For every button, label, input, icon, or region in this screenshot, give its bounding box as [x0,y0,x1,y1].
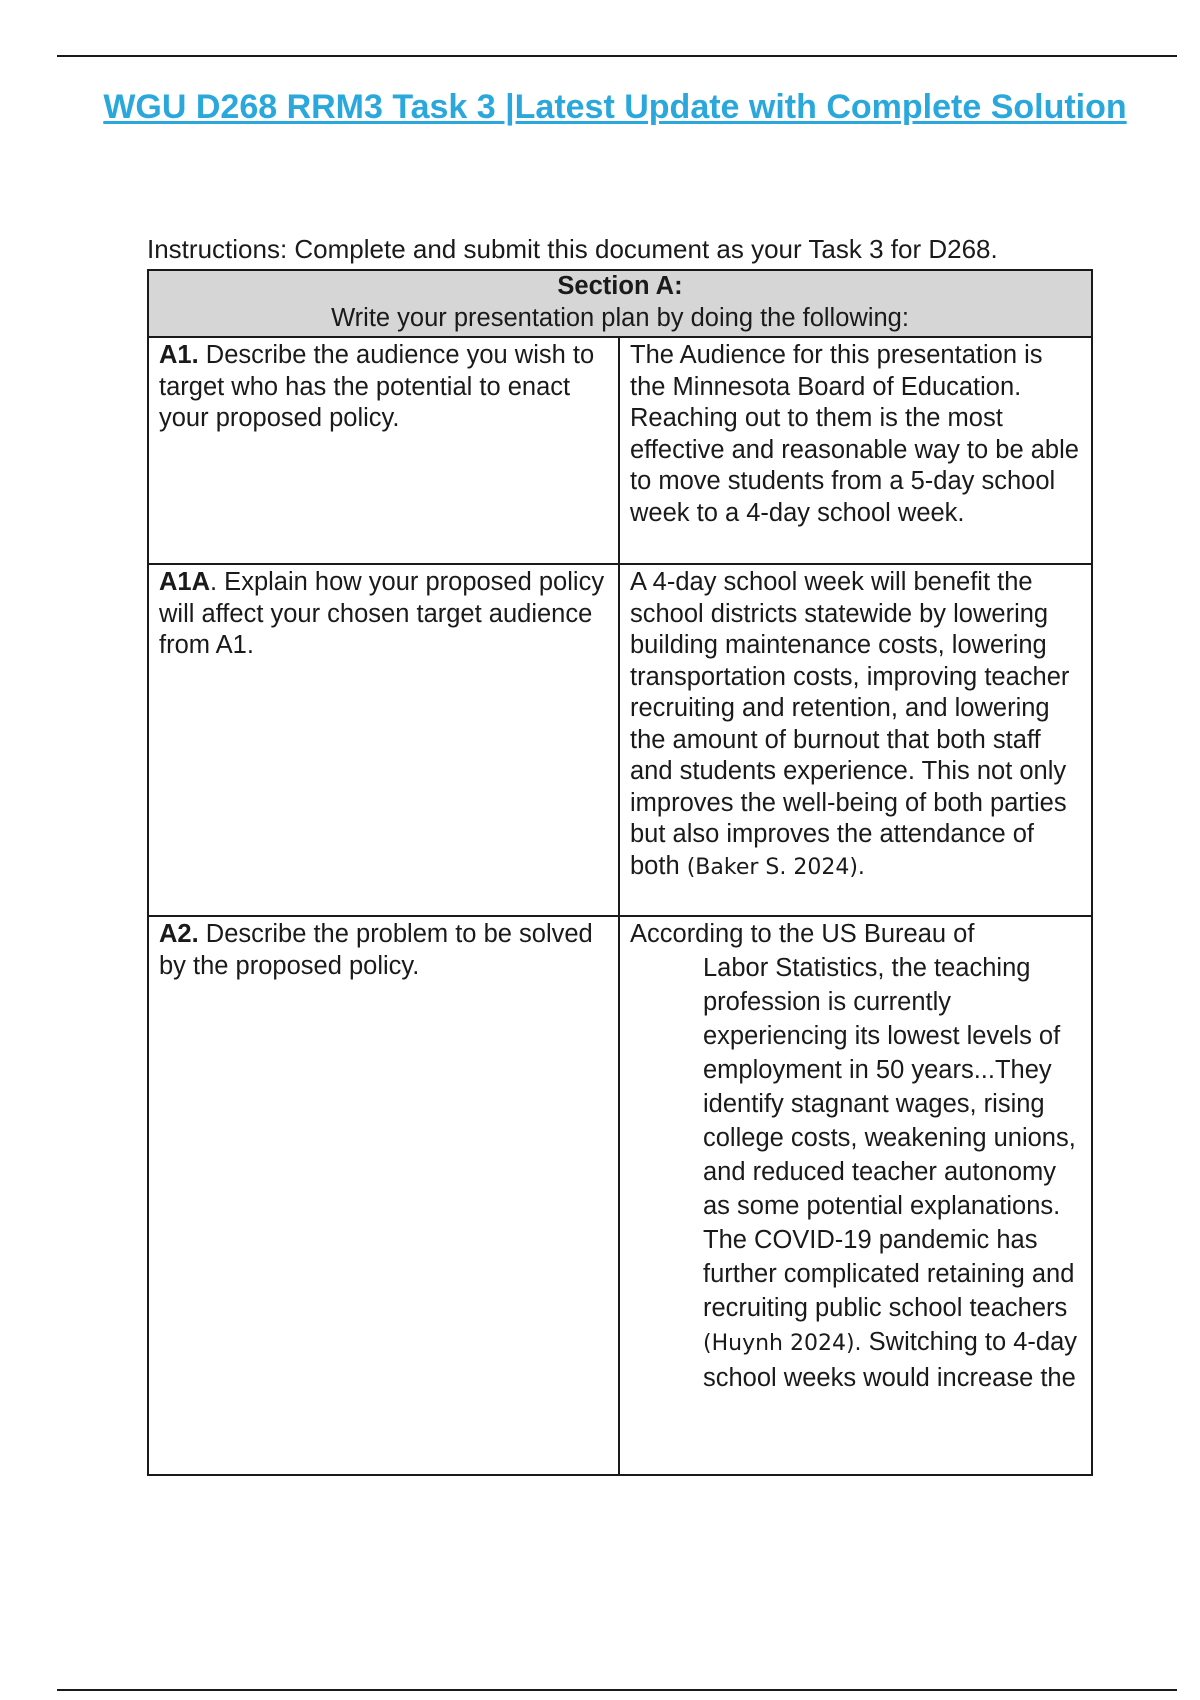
response-cell-a2 [619,916,1092,1475]
response-first-line-a2: According to the US Bureau of [630,920,975,948]
table-row-a1a [148,564,1092,916]
section-subtitle: Write your presentation plan by doing the following: [331,303,909,332]
citation-a1a: (Baker S. 2024). [686,854,865,880]
prompt-text-a1: Describe the audience you wish to target who has the potential to enact your proposed policy. [159,341,595,432]
response-continuation-a2: Switching to 4-day school weeks would increase the [703,1327,1077,1392]
table-row-a1 [148,337,1092,564]
response-cell-a1a [619,564,1092,916]
response-text-a1: The Audience for this presentation is the Minnesota Board of Education. Reaching out to them is the most effective and reasonable way to be able to move students from a 5-day school week to a 4-day school week. [630,341,1079,527]
prompt-cell-a1a [148,564,619,916]
prompt-label-a1: A1. [159,341,199,369]
prompt-cell-a1 [148,337,619,564]
top-horizontal-rule [57,55,1177,57]
prompt-label-a2: A2. [159,920,199,948]
response-cell-a1 [619,337,1092,564]
table-row-a2 [148,916,1092,1475]
prompt-text-a1a: . Explain how your proposed policy will affect your chosen target audience from A1. [159,568,605,659]
section-header-cell [148,270,1092,337]
presentation-plan-table [147,269,1093,1476]
section-title: Section A: [557,272,683,300]
response-text-a2: Labor Statistics, the teaching profession is currently experiencing its lowest levels of employment in 50 years...They identify stagnant wages, rising college costs, weakening unions, and reduced teacher autonomy as some potential explanations. The COVID-19 pandemic has further complicated retaining and recruiting public school teachers [703,953,1076,1322]
prompt-text-a2: Describe the problem to be solved by the proposed policy. [159,920,593,980]
prompt-label-a1a: A1A [159,568,211,596]
bottom-horizontal-rule [57,1689,1177,1691]
instructions-text: Instructions: Complete and submit this document as your Task 3 for D268. [147,234,998,264]
document-title: WGU D268 RRM3 Task 3 |Latest Update with Complete Solution [103,88,1127,126]
citation-a2: (Huynh 2024). [703,1330,862,1356]
response-text-a1a: A 4-day school week will benefit the school districts statewide by lowering building maintenance costs, lowering transportation costs, improving teacher recruiting and retention, and lowering the amount of burnout that both staff and students experience. This not only improves the well-being of both parties but also improves the attendance of both [630,568,1070,880]
response-indented-a2 [630,951,1081,1395]
section-header-row [148,270,1092,337]
prompt-cell-a2 [148,916,619,1475]
